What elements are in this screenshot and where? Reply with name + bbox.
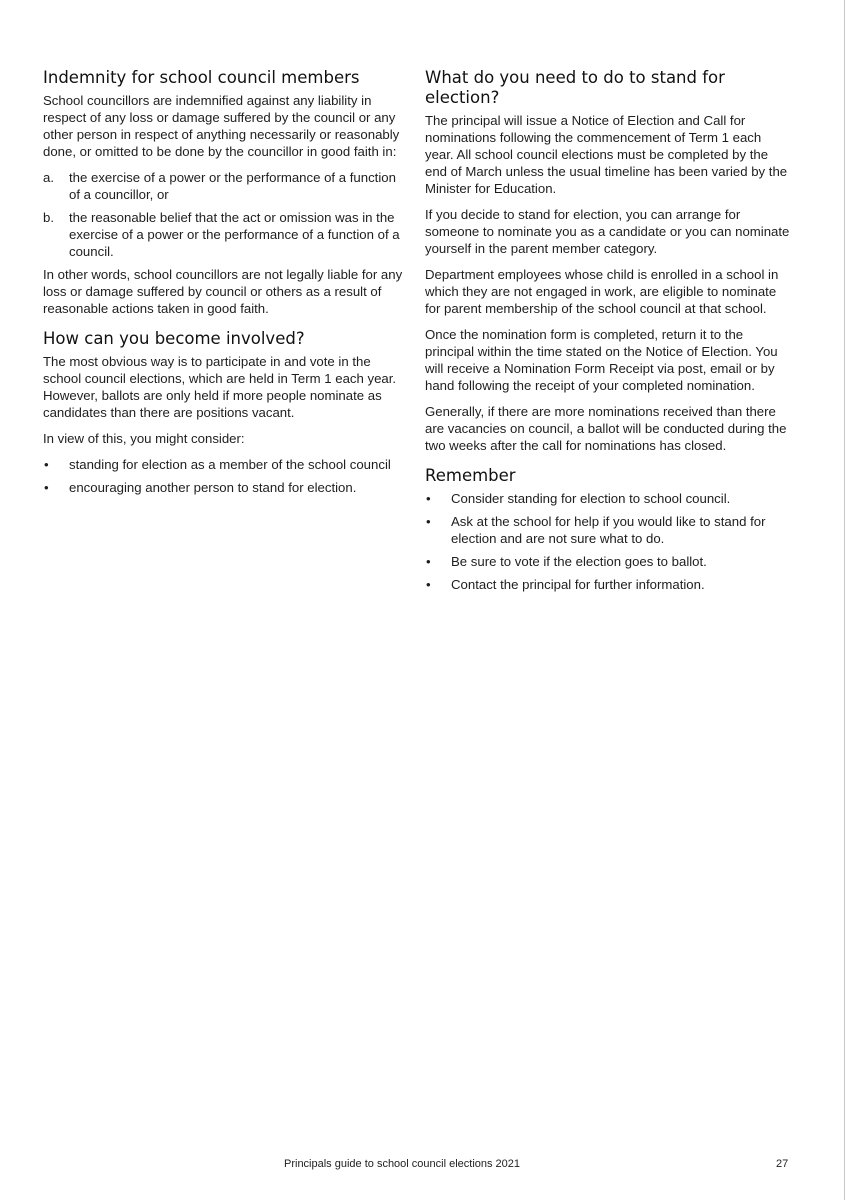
stand-paragraph: If you decide to stand for election, you can arrange for someone to nominate you as a candidate or you can nominate yourself in the parent member category. bbox=[425, 207, 790, 256]
list-item-text: the reasonable belief that the act or omission was in the exercise of a power or the performance of a function of a council. bbox=[69, 210, 400, 259]
list-item-text: standing for election as a member of the school council bbox=[69, 457, 391, 472]
indemnity-list bbox=[43, 169, 409, 260]
stand-paragraph: The principal will issue a Notice of Election and Call for nominations following the commencement of Term 1 each year. All school council elections must be completed by the end of March unless the usual timeline has been varied by the Minister for Education. bbox=[425, 113, 788, 196]
stand-heading: What do you need to do to stand for election? bbox=[425, 68, 725, 107]
involved-paragraph-2: In view of this, you might consider: bbox=[43, 431, 245, 446]
list-marker: a. bbox=[43, 170, 54, 185]
bullet-icon: • bbox=[426, 554, 431, 569]
list-item bbox=[43, 209, 409, 260]
involved-heading: How can you become involved? bbox=[43, 329, 305, 348]
involved-paragraph-1: The most obvious way is to participate in and vote in the school council elections, which are held in Term 1 each year. However, ballots are only held if more people nominate as candidates than there are positions vacant. bbox=[43, 354, 397, 420]
bullet-icon: • bbox=[426, 491, 431, 506]
indemnity-heading: Indemnity for school council members bbox=[43, 68, 360, 87]
bullet-icon: • bbox=[44, 480, 49, 495]
stand-paragraph: Once the nomination form is completed, return it to the principal within the time stated on the Notice of Election. You will receive a Nomination Form Receipt via post, email or by hand following the receipt of your completed nomination. bbox=[425, 327, 778, 393]
involved-bullet-list bbox=[43, 456, 409, 496]
list-item bbox=[425, 553, 790, 570]
remember-bullet-list bbox=[425, 490, 790, 593]
page-number: 27 bbox=[776, 1158, 789, 1170]
bullet-icon: • bbox=[426, 577, 431, 592]
list-item-text: Contact the principal for further information. bbox=[451, 577, 705, 592]
left-column bbox=[43, 68, 409, 508]
indemnity-section bbox=[43, 68, 409, 317]
remember-heading: Remember bbox=[425, 466, 516, 485]
indemnity-closing: In other words, school councillors are not legally liable for any loss or damage suffered by council or others as a result of reasonable actions taken in good faith. bbox=[43, 267, 403, 316]
bullet-icon: • bbox=[44, 457, 49, 472]
scan-edge-line bbox=[844, 0, 845, 1200]
list-item bbox=[425, 490, 790, 507]
indemnity-intro: School councillors are indemnified against any liability in respect of any loss or damage suffered by the council or any other person in respect of anything necessarily or reasonably done, or omitted to be done by the councillor in good faith in: bbox=[43, 93, 400, 159]
list-item-text: the exercise of a power or the performance of a function of a councillor, or bbox=[69, 170, 396, 202]
list-item bbox=[43, 479, 409, 496]
list-item bbox=[43, 456, 409, 473]
stand-paragraph: Generally, if there are more nominations received than there are vacancies on council, a ballot will be conducted during the two weeks after the call for nominations has closed. bbox=[425, 404, 787, 453]
list-item bbox=[43, 169, 409, 203]
right-column bbox=[425, 68, 790, 605]
stand-section bbox=[425, 68, 790, 454]
list-marker: b. bbox=[43, 210, 54, 225]
list-item-text: Be sure to vote if the election goes to ballot. bbox=[451, 554, 707, 569]
stand-paragraph: Department employees whose child is enrolled in a school in which they are not engaged in work, are eligible to nominate for parent membership of the school council at that school. bbox=[425, 267, 779, 316]
footer-title: Principals guide to school council elections 2021 bbox=[284, 1158, 521, 1170]
involved-section bbox=[43, 329, 409, 496]
list-item bbox=[425, 576, 790, 593]
remember-section bbox=[425, 466, 790, 593]
list-item-text: encouraging another person to stand for election. bbox=[69, 480, 357, 495]
list-item bbox=[425, 513, 790, 547]
list-item-text: Consider standing for election to school council. bbox=[451, 491, 731, 506]
list-item-text: Ask at the school for help if you would like to stand for election and are not sure what to do. bbox=[451, 514, 766, 546]
bullet-icon: • bbox=[426, 514, 431, 529]
